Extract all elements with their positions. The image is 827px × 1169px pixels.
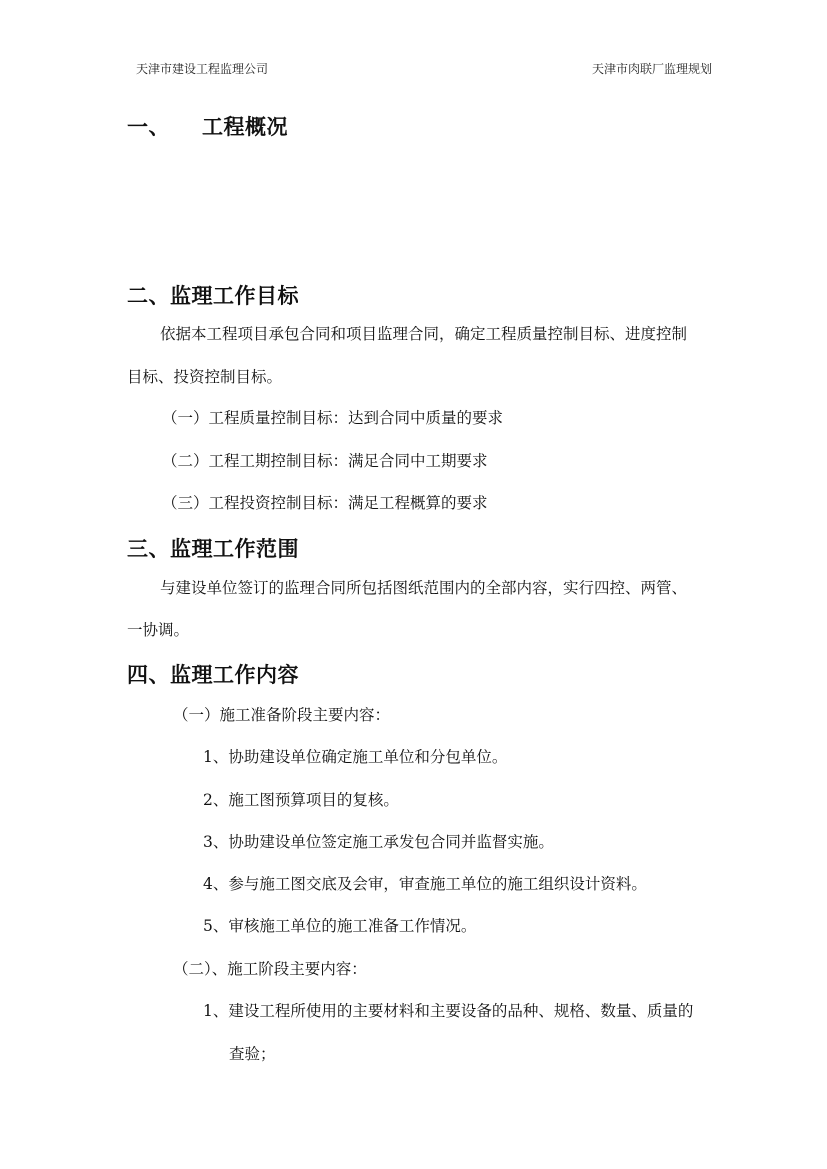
section-2-heading: 二、监理工作目标 — [127, 284, 299, 308]
header-document-title: 天津市肉联厂监理规划 — [591, 62, 712, 76]
section-1-heading — [127, 111, 288, 141]
section-1-title: 工程概况 — [202, 115, 288, 139]
section-4-heading: 四、监理工作内容 — [127, 663, 299, 687]
section-1-number: 一、 — [127, 115, 170, 139]
section-3-paragraph-line-2: 一协调。 — [127, 621, 190, 639]
section-2-item: （二）工程工期控制目标：满足合同中工期要求 — [162, 452, 488, 470]
section-4-list-item: 2、施工图预算项目的复核。 — [203, 791, 399, 809]
section-3-paragraph-line-1: 与建设单位签订的监理合同所包括图纸范围内的全部内容，实行四控、两管、 — [160, 579, 688, 597]
section-2-item: （一）工程质量控制目标：达到合同中质量的要求 — [162, 409, 504, 427]
section-2-paragraph-line-2: 目标、投资控制目标。 — [127, 368, 283, 386]
section-2-item: （三）工程投资控制目标：满足工程概算的要求 — [162, 494, 488, 512]
header-company: 天津市建设工程监理公司 — [136, 62, 269, 76]
section-3-heading: 三、监理工作范围 — [127, 537, 299, 561]
section-4-list-item-continuation: 查验； — [229, 1045, 276, 1063]
section-2-paragraph-line-1: 依据本工程项目承包合同和项目监理合同，确定工程质量控制目标、进度控制 — [160, 325, 688, 343]
section-4-list-item: 4、参与施工图交底及会审，审查施工单位的施工组织设计资料。 — [203, 875, 647, 893]
section-4-list-item: 1、建设工程所使用的主要材料和主要设备的品种、规格、数量、质量的 — [203, 1002, 694, 1020]
section-4-list-item: 1、协助建设单位确定施工单位和分包单位。 — [203, 748, 508, 766]
section-4-list-item: 3、协助建设单位签定施工承发包合同并监督实施。 — [203, 833, 554, 851]
section-4-list-item: 5、审核施工单位的施工准备工作情况。 — [203, 917, 477, 935]
section-4-subheading-1: （一）施工准备阶段主要内容： — [173, 706, 391, 724]
section-4-subheading-2: （二）、施工阶段主要内容： — [173, 960, 367, 978]
